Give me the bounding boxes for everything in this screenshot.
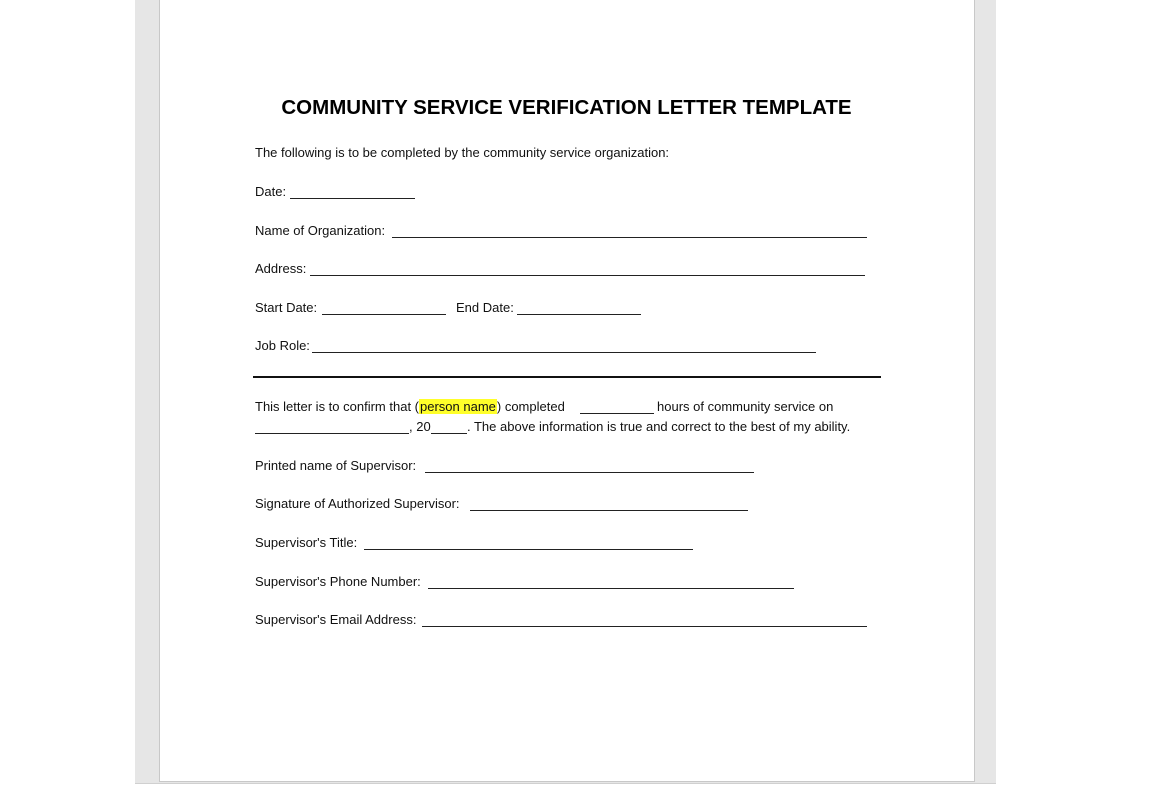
job-role-blank[interactable] (312, 352, 816, 353)
viewer-bottom-border (135, 783, 996, 784)
supervisor-phone-blank[interactable] (428, 588, 794, 589)
printed-name-blank[interactable] (425, 472, 754, 473)
confirmation-part5: . The above information is true and correct to the best of my ability. (467, 419, 851, 434)
end-date-blank[interactable] (517, 314, 641, 315)
printed-name-label: Printed name of Supervisor: (255, 458, 417, 473)
service-date-blank[interactable] (255, 433, 409, 434)
section-divider (253, 376, 881, 378)
job-role-label: Job Role: (255, 338, 310, 353)
end-date-label: End Date: (456, 300, 514, 315)
signature-blank[interactable] (470, 510, 748, 511)
confirmation-part2: ) completed (496, 399, 565, 414)
supervisor-email-label: Supervisor's Email Address: (255, 612, 417, 627)
confirmation-part1: This letter is to confirm that ( (255, 399, 419, 414)
person-name-placeholder[interactable]: person name (420, 399, 496, 414)
hours-blank[interactable] (580, 413, 654, 414)
year-blank[interactable] (431, 433, 467, 434)
confirmation-part3: hours of community service on (657, 399, 834, 414)
date-blank[interactable] (290, 198, 415, 199)
supervisor-email-blank[interactable] (422, 626, 867, 627)
organization-label: Name of Organization: (255, 223, 386, 238)
start-date-blank[interactable] (322, 314, 446, 315)
date-label: Date: (255, 184, 287, 199)
start-date-label: Start Date: (255, 300, 318, 315)
intro-text: The following is to be completed by the community service organization: (255, 145, 670, 160)
supervisor-phone-label: Supervisor's Phone Number: (255, 574, 421, 589)
organization-blank[interactable] (392, 237, 867, 238)
supervisor-title-blank[interactable] (364, 549, 693, 550)
supervisor-title-label: Supervisor's Title: (255, 535, 358, 550)
address-blank[interactable] (310, 275, 865, 276)
confirmation-line-1 (255, 399, 565, 415)
document-title: COMMUNITY SERVICE VERIFICATION LETTER TEMPLATE (281, 96, 852, 119)
signature-label: Signature of Authorized Supervisor: (255, 496, 460, 511)
confirmation-part4: , 20 (409, 419, 431, 434)
address-label: Address: (255, 261, 307, 276)
